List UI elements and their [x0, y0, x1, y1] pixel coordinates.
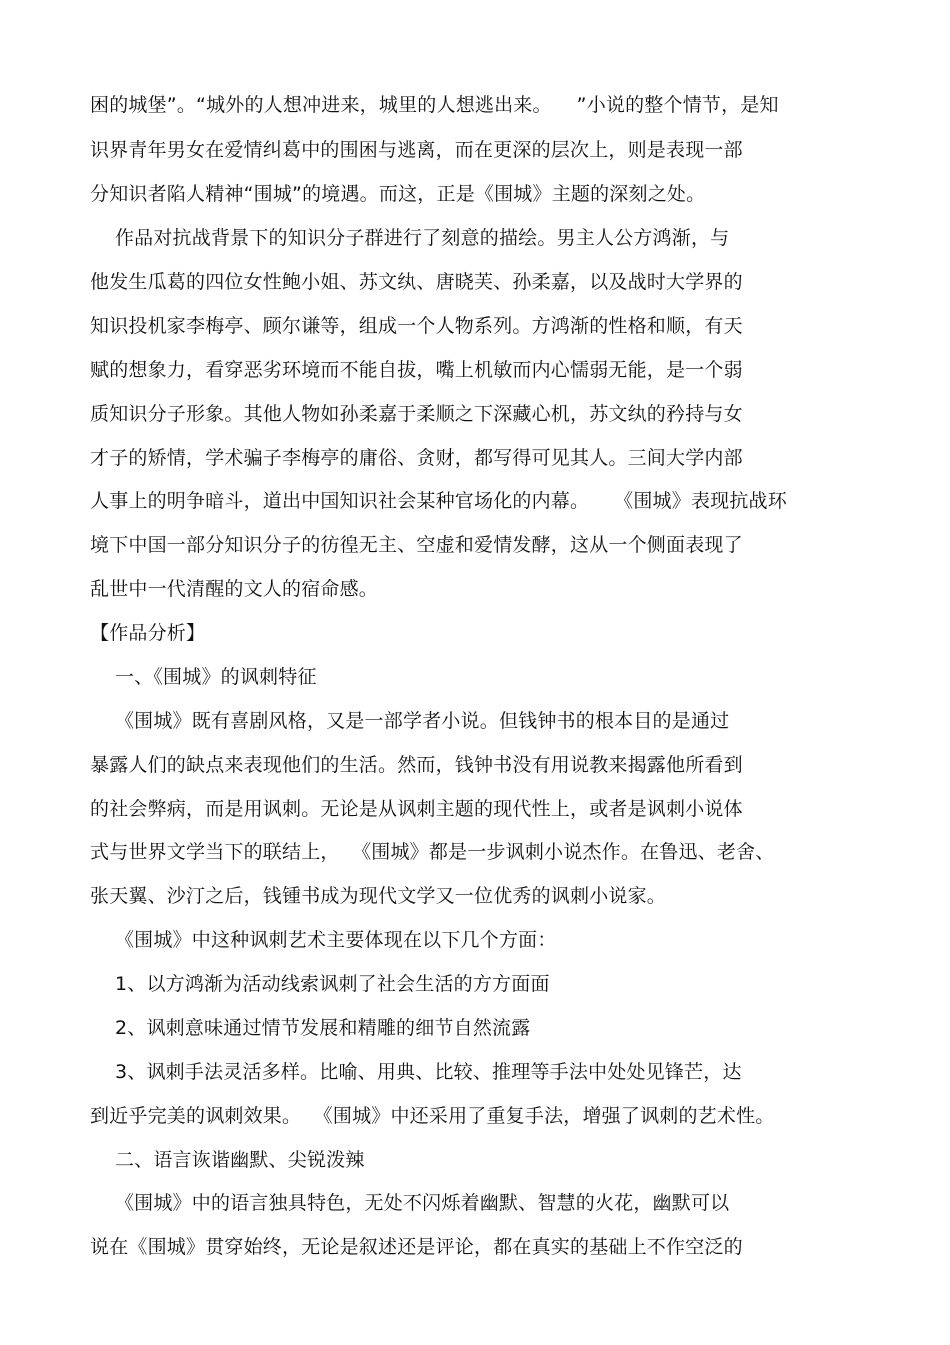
text-line: 《围城》中的语言独具特色，无处不闪烁着幽默、智慧的火花，幽默可以 [90, 1192, 730, 1214]
text-line: 作品对抗战背景下的知识分子群进行了刻意的描绘。男主人公方鸿渐，与 [90, 227, 730, 249]
text-line: 的社会弊病，而是用讽刺。无论是从讽刺主题的现代性上，或者是讽刺小说体 [90, 798, 743, 820]
text-line: 赋的想象力，看穿恶劣环境而不能自拔，嘴上机敏而内心懦弱无能，是一个弱 [90, 359, 743, 381]
text-line: 质知识分子形象。其他人物如孙柔嘉于柔顺之下深藏心机，苏文纨的矜持与女 [90, 403, 743, 425]
text-line: 暴露人们的缺点来表现他们的生活。然而，钱钟书没有用说教来揭露他所看到 [90, 754, 743, 776]
text-line: 说在《围城》贯穿始终，无论是叙述还是评论，都在真实的基础上不作空泛的 [90, 1236, 743, 1258]
section-heading: 【作品分析】 [90, 622, 206, 644]
subsection-heading: 二、语言诙谐幽默、尖锐泼辣 [90, 1149, 365, 1171]
text-line: 分知识者陷人精神“围城”的境遇。而这，正是《围城》主题的深刻之处。 [90, 183, 706, 205]
text-line: 才子的矫情，学术骗子李梅亭的庸俗、贪财，都写得可见其人。三间大学内部 [90, 447, 743, 469]
text-line: 到近乎完美的讽刺效果。 《围城》中还采用了重复手法，增强了讽刺的艺术性。 [90, 1105, 775, 1127]
list-item: 3、讽刺手法灵活多样。比喻、用典、比较、推理等手法中处处见锋芒，达 [90, 1061, 742, 1083]
text-line: 困的城堡”。“城外的人想冲进来，城里的人想逃出来。 ”小说的整个情节，是知 [90, 94, 779, 116]
text-line: 境下中国一部分知识分子的彷徨无主、空虚和爱情发酵，这从一个侧面表现了 [90, 534, 743, 556]
list-item: 2、讽刺意味通过情节发展和精雕的细节自然流露 [90, 1017, 531, 1039]
subsection-heading: 一、《围城》的讽刺特征 [90, 666, 317, 688]
text-line: 式与世界文学当下的联结上， 《围城》都是一步讽刺小说杰作。在鲁迅、老舍、 [90, 841, 775, 863]
text-line: 乱世中一代清醒的文人的宿命感。 [90, 578, 379, 600]
text-line: 张天翼、沙汀之后，钱锺书成为现代文学又一位优秀的讽刺小说家。 [90, 885, 667, 907]
text-line: 知识投机家李梅亭、顾尔谦等，组成一个人物系列。方鸿渐的性格和顺，有天 [90, 315, 743, 337]
text-line: 他发生瓜葛的四位女性鲍小姐、苏文纨、唐晓芙、孙柔嘉，以及战时大学界的 [90, 271, 743, 293]
text-line: 《围城》中这种讽刺艺术主要体现在以下几个方面： [90, 929, 557, 951]
text-line: 识界青年男女在爱情纠葛中的围困与逃离，而在更深的层次上，则是表现一部 [90, 139, 743, 161]
text-line: 人事上的明争暗斗，道出中国知识社会某种官场化的内幕。 《围城》表现抗战环 [90, 490, 787, 512]
text-line: 《围城》既有喜剧风格，又是一部学者小说。但钱钟书的根本目的是通过 [90, 710, 730, 732]
list-item: 1、以方鸿渐为活动线索讽刺了社会生活的方方面面 [90, 973, 550, 995]
